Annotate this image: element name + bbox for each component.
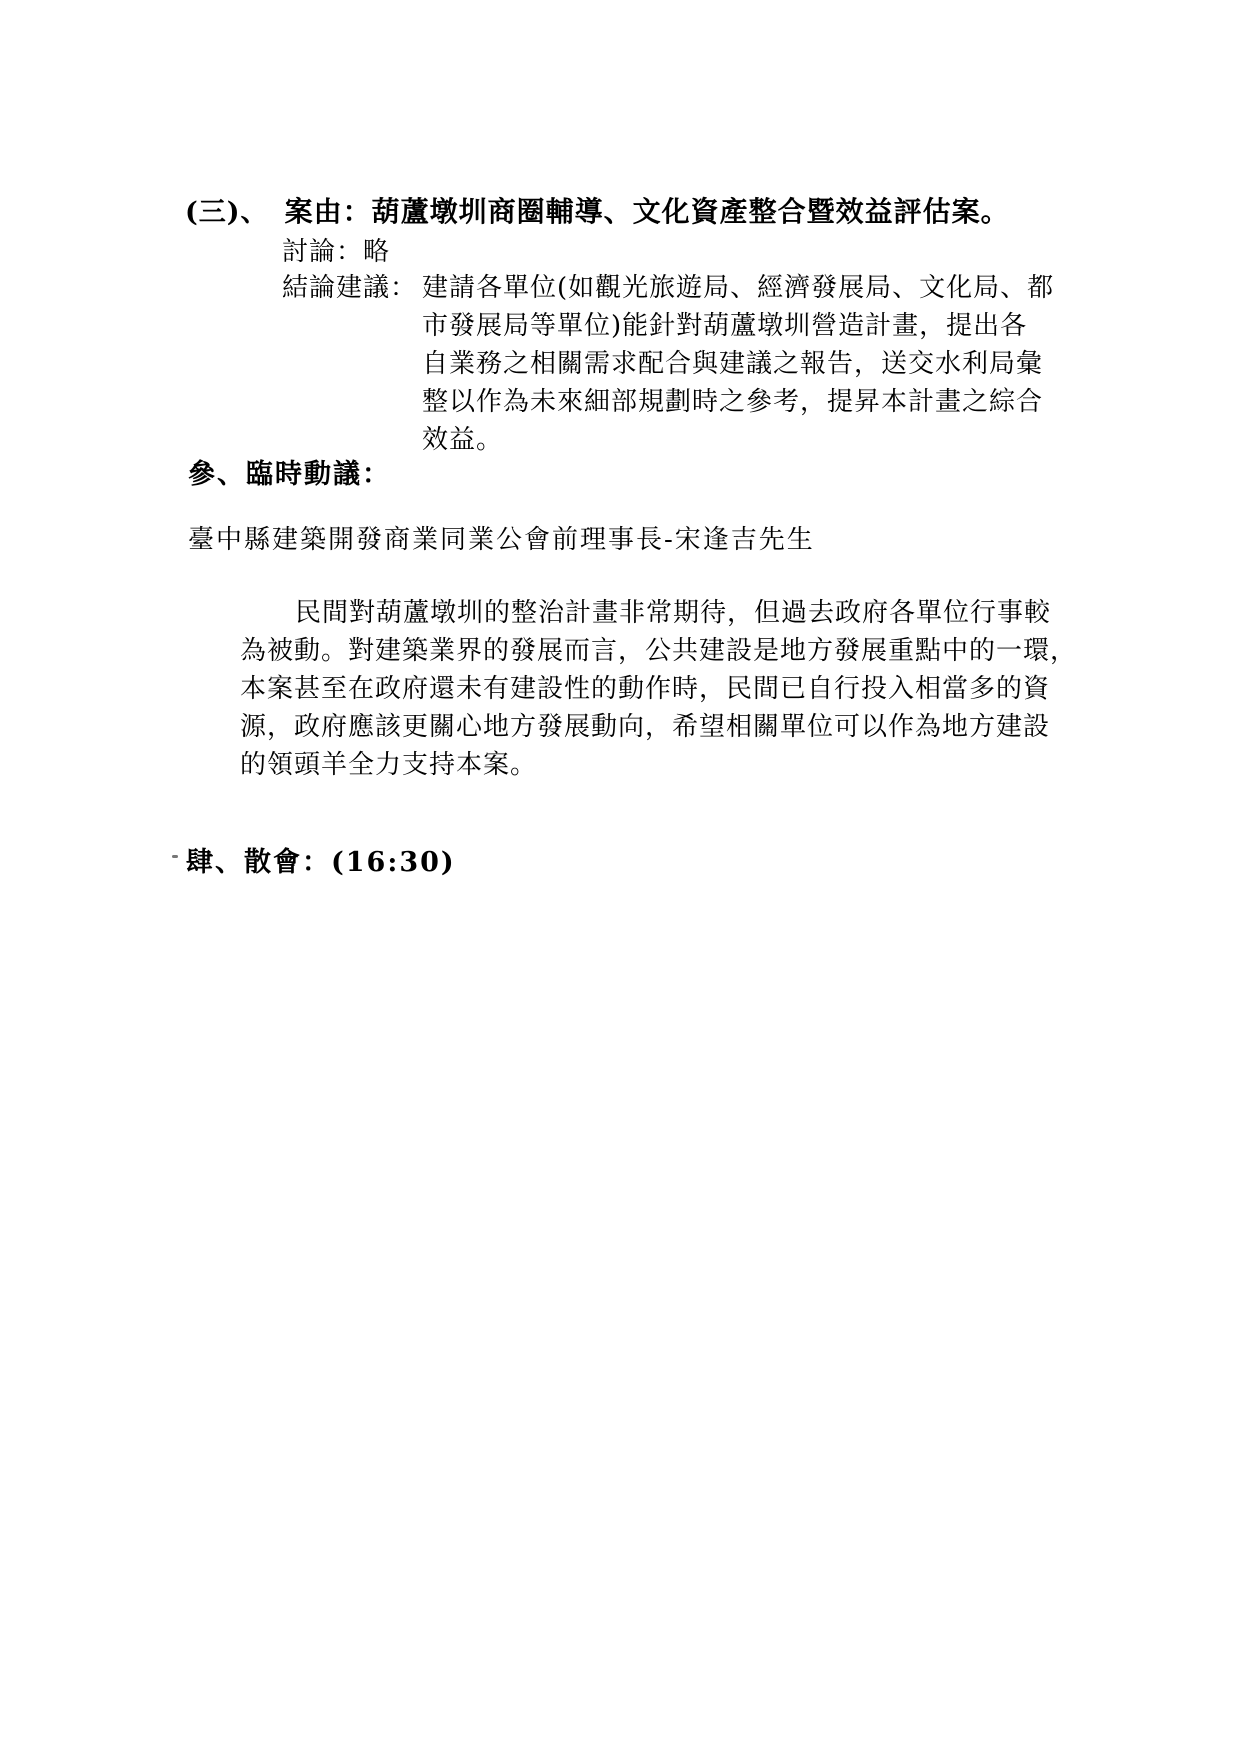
conclusion-label: 結論建議： bbox=[282, 273, 418, 303]
speaker-line: 臺中縣建築開發商業同業公會前理事長-宋逢吉先生 bbox=[188, 525, 815, 555]
speaker-statement bbox=[240, 594, 1078, 784]
case-index-label: (三)、 bbox=[185, 197, 269, 228]
case-subject: 案由：葫蘆墩圳商圈輔導、文化資產整合暨效益評估案。 bbox=[284, 195, 1010, 228]
conclusion-text bbox=[422, 269, 1054, 459]
statement-line: 的領頭羊全力支持本案。 bbox=[240, 750, 538, 780]
conclusion-line: 建請各單位(如觀光旅遊局、經濟發展局、文化局、都 bbox=[422, 273, 1055, 303]
conclusion-line: 整以作為未來細部規劃時之參考，提昇本計畫之綜合 bbox=[422, 387, 1044, 417]
statement-line: 源，政府應該更關心地方發展動向，希望相關單位可以作為地方建設 bbox=[240, 712, 1051, 742]
conclusion-block bbox=[282, 269, 1054, 459]
discussion-line: 討論：略 bbox=[282, 237, 391, 267]
section-heading-extempore-motions: 參、臨時動議： bbox=[188, 459, 391, 490]
conclusion-line: 自業務之相關需求配合與建議之報告，送交水利局彙 bbox=[422, 349, 1044, 379]
conclusion-line: 效益。 bbox=[422, 425, 504, 455]
statement-line: 本案甚至在政府還未有建設性的動作時，民間已自行投入相當多的資 bbox=[240, 674, 1051, 704]
section-heading-adjournment: 肆、散會：(16:30) bbox=[186, 847, 456, 878]
case-item-row bbox=[185, 190, 1010, 230]
statement-line: 民間對葫蘆墩圳的整治計畫非常期待，但過去政府各單位行事較 bbox=[295, 598, 1052, 628]
statement-line: 為被動。對建築業界的發展而言，公共建設是地方發展重點中的一環， bbox=[240, 636, 1078, 666]
scan-speck-artifact bbox=[172, 855, 178, 858]
conclusion-line: 市發展局等單位)能針對葫蘆墩圳營造計畫，提出各 bbox=[422, 311, 1028, 341]
